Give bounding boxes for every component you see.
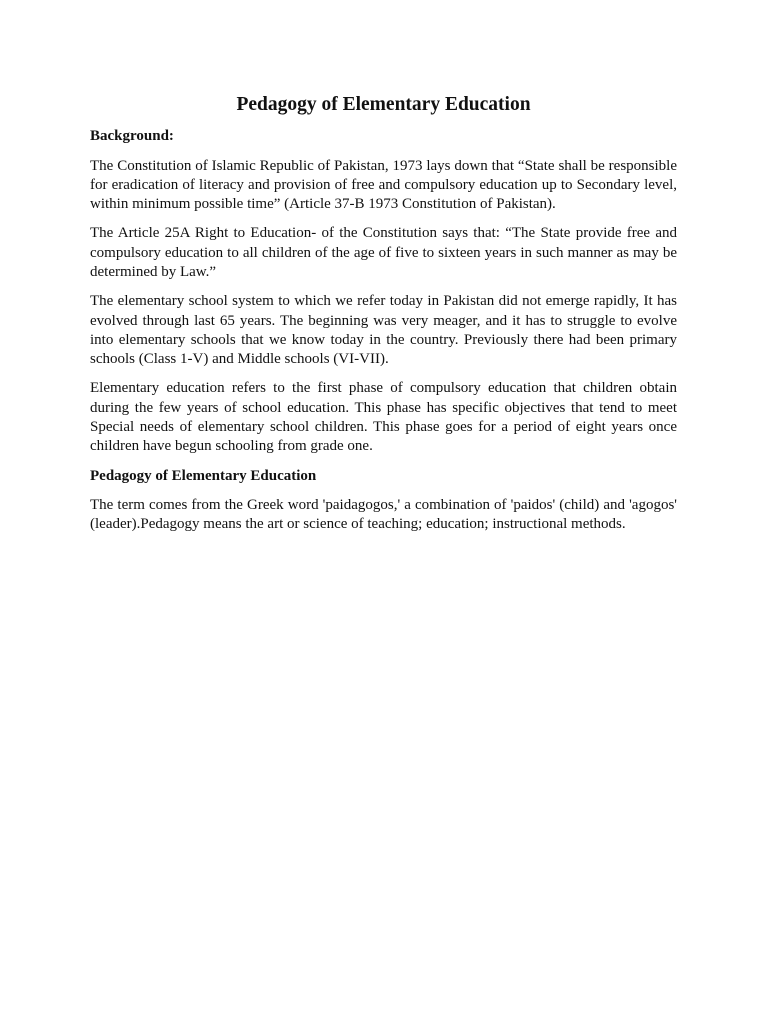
paragraph-article-25a: The Article 25A Right to Education- of the Constitution says that: “The State provide free and compulsory education to all children of the age of five to sixteen years in such manner as may be determined by Law.”: [90, 225, 677, 280]
paragraph-school-system: The elementary school system to which we refer today in Pakistan did not emerge rapidly, It has evolved through last 65 years. The beginning was very meager, and it has to struggle to evolve into elementary schools that we know today in the country. Previously there had been primary schools (Class 1-V) and Middle schools (VI-VII).: [90, 293, 677, 368]
background-heading: Background:: [90, 128, 174, 144]
paragraph-elementary-education: Elementary education refers to the first phase of compulsory education that children obtain during the few years of school education. This phase has specific objectives that tend to meet Special needs of elementary school children. This phase goes for a period of eight years once children have begun schooling from grade one.: [90, 380, 677, 455]
paragraph-constitution: The Constitution of Islamic Republic of Pakistan, 1973 lays down that “State shall be responsible for eradication of literacy and provision of free and compulsory education up to Secondary level, within minimum possible time” (Article 37-B 1973 Constitution of Pakistan).: [90, 157, 677, 213]
pedagogy-heading: Pedagogy of Elementary Education: [90, 467, 317, 484]
document-page: [90, 93, 677, 545]
document-title: Pedagogy of Elementary Education: [236, 94, 531, 115]
paragraph-pedagogy-definition: The term comes from the Greek word 'paidagogos,' a combination of 'paidos' (child) and 'agogos' (leader).Pedagogy means the art or science of teaching; education; instructional methods.: [90, 497, 677, 533]
